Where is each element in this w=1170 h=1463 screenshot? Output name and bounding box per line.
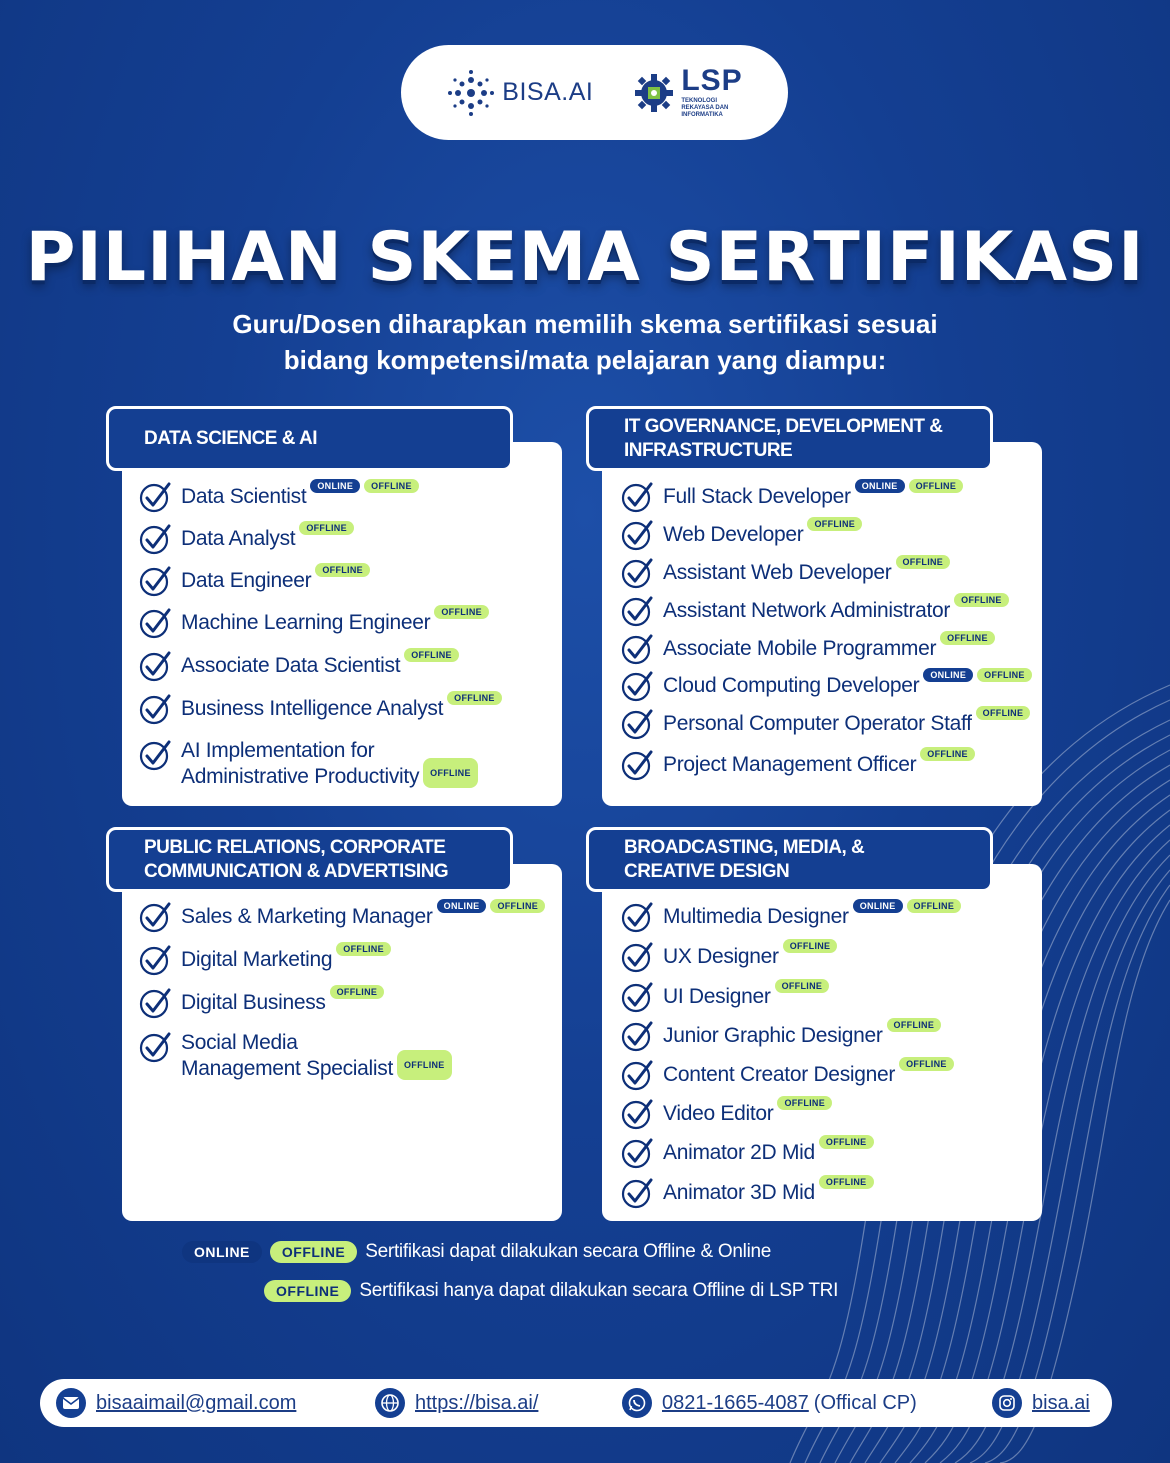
category-header-it-governance: [586, 406, 993, 471]
instagram-icon: [992, 1388, 1022, 1418]
check-circle-icon: [620, 1019, 654, 1053]
scheme-item: [620, 748, 975, 782]
check-circle-icon: [620, 940, 654, 974]
page-title: PILIHAN SKEMA SERTIFIKASI: [25, 218, 1145, 297]
scheme-label: [181, 607, 489, 635]
offline-badge: OFFLINE: [887, 1018, 942, 1032]
whatsapp-icon: [622, 1388, 652, 1418]
offline-badge: OFFLINE: [404, 648, 459, 662]
scheme-item: [138, 738, 478, 794]
subtitle-line-1: Guru/Dosen diharapkan memilih skema sertifikasi sesuai: [232, 309, 938, 339]
check-circle-icon: [138, 943, 172, 977]
offline-badge: OFFLINE: [299, 521, 354, 535]
scheme-label: [663, 595, 1009, 623]
offline-badge: OFFLINE: [490, 899, 545, 913]
email-link[interactable]: bisaaimail@gmail.com: [96, 1391, 297, 1414]
check-circle-icon: [138, 692, 172, 726]
offline-badge: OFFLINE: [976, 706, 1031, 720]
check-circle-icon: [620, 1176, 654, 1210]
scheme-label-text: Junior Graphic Designer: [663, 1024, 883, 1047]
offline-badge: OFFLINE: [364, 479, 419, 493]
scheme-item: [138, 692, 502, 726]
bisa-logo-text: BISA.AI: [502, 78, 594, 106]
scheme-item: [138, 986, 384, 1020]
offline-badge: OFFLINE: [783, 939, 838, 953]
check-circle-icon: [138, 522, 172, 556]
offline-badge: OFFLINE: [977, 668, 1032, 682]
category-title-line-1: BROADCASTING, MEDIA, &: [624, 836, 865, 858]
scheme-label-text: Sales & Marketing Manager: [181, 905, 433, 928]
scheme-label-text: Associate Data Scientist: [181, 654, 401, 677]
globe-icon: [375, 1388, 405, 1418]
scheme-label-text: Animator 2D Mid: [663, 1141, 815, 1164]
scheme-item: [138, 1030, 452, 1086]
scheme-item: [620, 518, 862, 552]
offline-badge: OFFLINE: [447, 691, 502, 705]
scheme-label: [181, 1030, 452, 1086]
check-circle-icon: [620, 669, 654, 703]
scheme-label-line-1: AI Implementation for: [181, 739, 375, 762]
check-circle-icon: [620, 748, 654, 782]
category-header-broadcasting: [586, 827, 993, 892]
offline-badge: OFFLINE: [397, 1050, 452, 1080]
scheme-label-text: Assistant Network Administrator: [663, 599, 951, 622]
phone-note: (Offical CP): [813, 1391, 917, 1414]
scheme-label: [181, 944, 391, 972]
legend-offline-badge: OFFLINE: [270, 1241, 357, 1263]
check-circle-icon: [138, 986, 172, 1020]
legend-offline-text: Sertifikasi hanya dapat dilakukan secara Offline di LSP TRI: [359, 1280, 839, 1301]
scheme-item: [138, 564, 370, 598]
legend-both-text: Sertifikasi dapat dilakukan secara Offline & Online: [365, 1241, 772, 1262]
gear-icon: [633, 72, 675, 114]
scheme-item: [138, 522, 354, 556]
bisa-molecule-icon: [446, 68, 496, 118]
scheme-label-text: Data Scientist: [181, 485, 307, 508]
scheme-label: [663, 1177, 874, 1205]
offline-badge: OFFLINE: [899, 1057, 954, 1071]
scheme-label-text: Cloud Computing Developer: [663, 674, 920, 697]
subtitle-line-2: bidang kompetensi/mata pelajaran yang diampu:: [283, 345, 887, 375]
scheme-label-text: Administrative Productivity: [181, 765, 420, 788]
offline-badge: OFFLINE: [777, 1096, 832, 1110]
scheme-label-text: UI Designer: [663, 985, 771, 1008]
lsp-subtitle: TEKNOLOGI REKAYASA DAN INFORMATIKA: [681, 98, 729, 118]
scheme-item: [620, 632, 995, 666]
scheme-label: [663, 708, 1030, 736]
offline-badge: OFFLINE: [907, 899, 962, 913]
mail-icon: [56, 1388, 86, 1418]
check-circle-icon: [620, 556, 654, 590]
scheme-label-text: Business Intelligence Analyst: [181, 697, 444, 720]
scheme-label: [663, 633, 995, 661]
offline-badge: OFFLINE: [819, 1135, 874, 1149]
scheme-label-text: Associate Mobile Programmer: [663, 637, 937, 660]
category-title: DATA SCIENCE & AI: [144, 427, 318, 449]
scheme-label: [663, 557, 950, 585]
scheme-item: [620, 940, 837, 974]
offline-badge: OFFLINE: [807, 517, 862, 531]
scheme-label-line-2: [181, 764, 478, 794]
online-badge: ONLINE: [437, 899, 487, 913]
category-title-line-1: PUBLIC RELATIONS, CORPORATE: [144, 836, 446, 858]
offline-badge: OFFLINE: [423, 758, 478, 788]
scheme-label: [181, 523, 354, 551]
scheme-item: [620, 1058, 954, 1092]
scheme-label-text: Machine Learning Engineer: [181, 611, 431, 634]
scheme-item: [620, 1176, 874, 1210]
bisa-ai-logo: [446, 68, 593, 118]
instagram-link[interactable]: bisa.ai: [1032, 1391, 1090, 1414]
check-circle-icon: [620, 1136, 654, 1170]
scheme-label-text: Data Engineer: [181, 569, 312, 592]
check-circle-icon: [620, 1058, 654, 1092]
scheme-label-text: Personal Computer Operator Staff: [663, 712, 972, 735]
scheme-item: [620, 480, 963, 514]
offline-badge: OFFLINE: [819, 1175, 874, 1189]
offline-badge: OFFLINE: [954, 593, 1009, 607]
scheme-label: [181, 738, 478, 794]
lsp-logo-text: LSP: [681, 64, 743, 97]
scheme-item: [620, 900, 961, 934]
scheme-item: [620, 980, 829, 1014]
scheme-label: [181, 693, 502, 721]
logo-banner: [401, 45, 788, 140]
category-title-line-2: COMMUNICATION & ADVERTISING: [144, 860, 449, 882]
website-link[interactable]: https://bisa.ai/: [415, 1391, 539, 1414]
scheme-label: [663, 941, 837, 969]
scheme-label-text: Full Stack Developer: [663, 485, 851, 508]
scheme-label: [181, 650, 459, 678]
check-circle-icon: [620, 594, 654, 628]
category-header-public-relations: [106, 827, 513, 892]
scheme-label-text: UX Designer: [663, 945, 779, 968]
scheme-item: [620, 594, 1009, 628]
scheme-label-text: Assistant Web Developer: [663, 561, 892, 584]
contact-phone[interactable]: [622, 1379, 917, 1427]
scheme-item: [138, 900, 545, 934]
scheme-label-text: Content Creator Designer: [663, 1063, 896, 1086]
scheme-label-text: Project Management Officer: [663, 753, 917, 776]
scheme-label: [663, 749, 975, 777]
scheme-label-text: Data Analyst: [181, 527, 296, 550]
legend-offline-only: [264, 1280, 838, 1302]
online-badge: ONLINE: [855, 479, 905, 493]
category-title-line-2: CREATIVE DESIGN: [624, 860, 790, 882]
scheme-item: [138, 943, 391, 977]
scheme-item: [138, 480, 419, 514]
offline-badge: OFFLINE: [775, 979, 830, 993]
scheme-item: [138, 606, 489, 640]
check-circle-icon: [620, 707, 654, 741]
online-badge: ONLINE: [853, 899, 903, 913]
scheme-label: [181, 987, 384, 1015]
category-title-line-1: IT GOVERNANCE, DEVELOPMENT &: [624, 415, 943, 437]
scheme-label-text: Animator 3D Mid: [663, 1181, 815, 1204]
check-circle-icon: [138, 480, 172, 514]
scheme-label: [181, 565, 370, 593]
check-circle-icon: [620, 900, 654, 934]
scheme-item: [620, 556, 950, 590]
scheme-label-line-1: Social Media: [181, 1031, 298, 1054]
check-circle-icon: [138, 564, 172, 598]
check-circle-icon: [620, 980, 654, 1014]
scheme-item: [620, 669, 1032, 703]
scheme-label: [663, 981, 829, 1009]
scheme-label-text: Multimedia Designer: [663, 905, 849, 928]
check-circle-icon: [620, 518, 654, 552]
scheme-label: [663, 1020, 941, 1048]
check-circle-icon: [138, 900, 172, 934]
check-circle-icon: [138, 738, 172, 772]
scheme-label: [663, 1098, 832, 1126]
online-badge: ONLINE: [310, 479, 360, 493]
scheme-label: [663, 670, 1032, 698]
scheme-item: [620, 1019, 941, 1053]
scheme-item: [620, 1097, 832, 1131]
scheme-label: [663, 901, 961, 929]
check-circle-icon: [138, 606, 172, 640]
offline-badge: OFFLINE: [336, 942, 391, 956]
scheme-item: [620, 1136, 874, 1170]
offline-badge: OFFLINE: [330, 985, 385, 999]
offline-badge: OFFLINE: [909, 479, 964, 493]
contact-website[interactable]: [375, 1379, 538, 1427]
scheme-label: [181, 481, 419, 509]
scheme-label: [663, 481, 963, 509]
contact-footer: [40, 1379, 1112, 1427]
category-header-data-science: [106, 406, 513, 471]
contact-instagram[interactable]: [992, 1379, 1090, 1427]
scheme-label-text: Digital Marketing: [181, 948, 333, 971]
contact-email[interactable]: [56, 1379, 296, 1427]
scheme-label-text: Management Specialist: [181, 1057, 393, 1080]
scheme-item: [620, 707, 1030, 741]
lsp-logo: [633, 66, 742, 119]
phone-link[interactable]: 0821-1665-4087: [662, 1391, 809, 1414]
scheme-label: [181, 901, 545, 929]
offline-badge: OFFLINE: [920, 747, 975, 761]
offline-badge: OFFLINE: [896, 555, 951, 569]
check-circle-icon: [620, 632, 654, 666]
scheme-label-text: Digital Business: [181, 991, 326, 1014]
offline-badge: OFFLINE: [940, 631, 995, 645]
scheme-label-text: Web Developer: [663, 523, 804, 546]
scheme-label: [663, 519, 862, 547]
legend-online-offline: [182, 1241, 771, 1263]
scheme-label-line-2: [181, 1056, 452, 1086]
check-circle-icon: [620, 1097, 654, 1131]
offline-badge: OFFLINE: [315, 563, 370, 577]
offline-badge: OFFLINE: [434, 605, 489, 619]
check-circle-icon: [620, 480, 654, 514]
scheme-label: [663, 1137, 874, 1165]
legend-offline-badge: OFFLINE: [264, 1280, 351, 1302]
scheme-label: [663, 1059, 954, 1087]
category-title-line-2: INFRASTRUCTURE: [624, 439, 793, 461]
scheme-label-text: Video Editor: [663, 1102, 774, 1125]
check-circle-icon: [138, 1030, 172, 1064]
online-badge: ONLINE: [923, 668, 973, 682]
legend-online-badge: ONLINE: [182, 1241, 262, 1263]
page-subtitle: [150, 306, 1020, 378]
scheme-item: [138, 649, 459, 683]
check-circle-icon: [138, 649, 172, 683]
